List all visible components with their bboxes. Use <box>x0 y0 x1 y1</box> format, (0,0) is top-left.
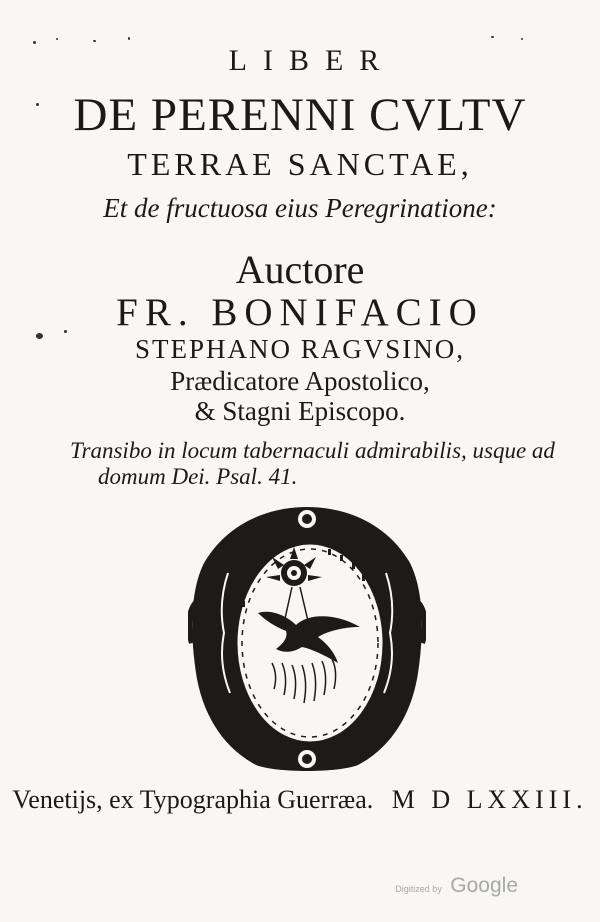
imprint-publisher: Venetijs, ex Typographia Guerræa. <box>12 785 374 814</box>
author-name: FR. BONIFACIO <box>116 291 484 334</box>
psalm-quote <box>70 438 560 490</box>
author-surname: STEPHANO RAGVSINO, <box>134 334 466 364</box>
liber-heading: LIBER <box>228 44 396 77</box>
psalm-quote-line2: domum Dei. Psal. 41. <box>98 464 298 489</box>
author-title-preacher: Prædicatore Apostolico, <box>170 366 430 396</box>
italic-subtitle: Et de fructuosa eius Peregrinatione: <box>103 193 497 223</box>
watermark-brand: Google <box>450 874 518 897</box>
main-title: DE PERENNI CVLTV <box>73 89 527 141</box>
auctore-label: Auctore <box>235 247 365 292</box>
title-subtitle: TERRAE SANCTAE, <box>127 146 473 182</box>
printers-device-emblem-icon <box>188 503 426 775</box>
imprint-line <box>0 785 600 815</box>
author-title-bishop: & Stagni Episcopo. <box>194 396 406 426</box>
imprint-date: M D LXXIII. <box>391 785 588 814</box>
psalm-quote-line1: Transibo in locum tabernaculi admirabilis, usque ad <box>70 438 555 463</box>
watermark-prefix: Digitized by <box>395 884 442 894</box>
digitized-by-google-watermark <box>395 874 518 898</box>
